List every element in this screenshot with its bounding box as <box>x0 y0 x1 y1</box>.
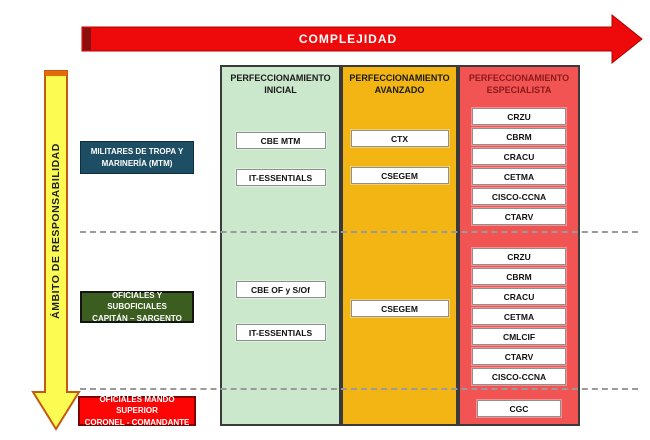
column-perfeccionamiento-inicial <box>220 65 341 426</box>
course-box: CRACU <box>472 148 566 165</box>
course-box: CBRM <box>472 128 566 145</box>
row-label-line: CAPITÁN – SARGENTO <box>92 313 182 323</box>
course-box: CBE MTM <box>236 132 326 149</box>
course-box: IT-ESSENTIALS <box>236 324 326 341</box>
row-label-line: CORONEL - COMANDANTE <box>84 417 190 427</box>
column-header-especialista: PERFECCIONAMIENTO ESPECIALISTA <box>468 73 570 95</box>
row-label-oficiales-suboficiales <box>80 291 194 323</box>
course-box: CRACU <box>472 288 566 305</box>
row-label-line: OFICIALES Y SUBOFICIALES <box>107 291 167 312</box>
row-separator-dashed-line <box>80 231 638 233</box>
row-label-militares-tropa-marineria <box>80 141 194 174</box>
row-label-line: OFICIALES MANDO SUPERIOR <box>99 395 175 416</box>
row-separator-dashed-line <box>80 388 638 390</box>
row-label-line: MARINERÍA (MTM) <box>101 158 173 168</box>
course-box: CTARV <box>472 348 566 365</box>
column-header-inicial: PERFECCIONAMIENTO INICIAL <box>230 73 331 95</box>
course-box: CRZU <box>472 108 566 125</box>
course-box: CBE OF y S/Of <box>236 281 326 298</box>
course-box: CISCO-CCNA <box>472 188 566 205</box>
course-box: CBRM <box>472 268 566 285</box>
course-box: CSEGEM <box>351 300 449 317</box>
course-box: CMLCIF <box>472 328 566 345</box>
course-box: CRZU <box>472 248 566 265</box>
course-box: CETMA <box>472 168 566 185</box>
course-box: CTX <box>351 130 449 147</box>
course-box: CETMA <box>472 308 566 325</box>
column-perfeccionamiento-avanzado <box>341 65 458 426</box>
course-box: CTARV <box>472 208 566 225</box>
row-label-line: MILITARES DE TROPA Y <box>90 147 184 157</box>
course-box: CGC <box>477 400 561 417</box>
course-box: CSEGEM <box>351 167 449 184</box>
complexity-arrow-label: COMPLEJIDAD <box>298 32 398 46</box>
row-label-oficiales-mando-superior <box>78 396 196 426</box>
column-perfeccionamiento-especialista <box>458 65 580 426</box>
course-box: IT-ESSENTIALS <box>236 169 326 186</box>
responsibility-arrow-label: ÁMBITO DE RESPONSABILIDAD <box>50 143 62 319</box>
column-header-avanzado: PERFECCIONAMIENTO AVANZADO <box>349 73 450 95</box>
course-box: CISCO-CCNA <box>472 368 566 385</box>
